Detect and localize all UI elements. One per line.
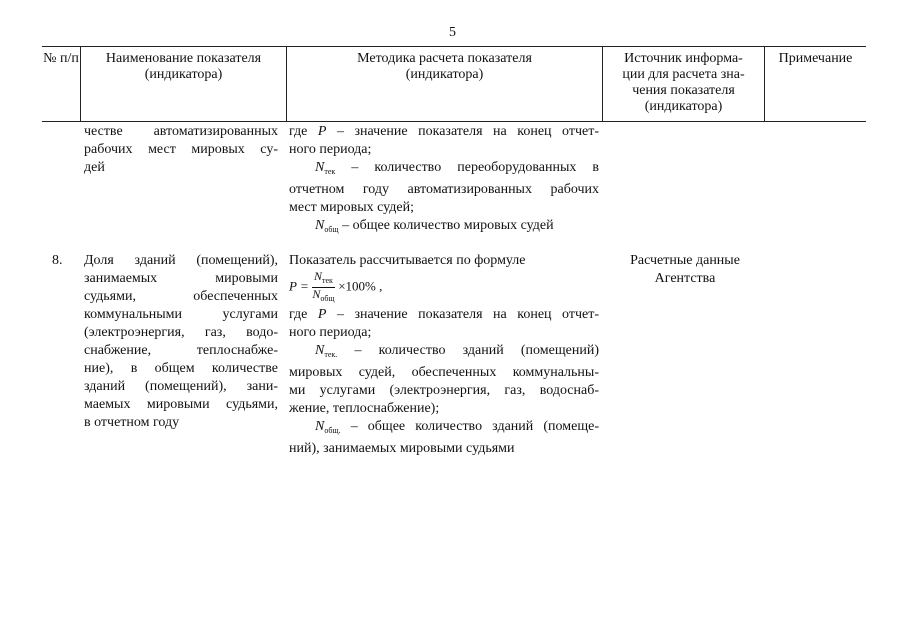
header-col-source: Источник информа-ции для расчета зна-чения показателя (индикатора) xyxy=(602,47,764,121)
cont-name-cell xyxy=(84,123,278,177)
source-line: Расчетные данные xyxy=(630,253,740,268)
row8-method-cell xyxy=(289,252,599,458)
var-p: P xyxy=(317,124,327,139)
formula-den-var: N xyxy=(312,287,321,301)
header-col-number: № п/п xyxy=(43,51,79,66)
row8-where-p xyxy=(289,306,599,324)
header-col-note: Примечание xyxy=(764,47,866,121)
row8-def-n2-line: ний), занимаемых мировыми судьями xyxy=(289,441,515,456)
where-label: где xyxy=(289,307,308,322)
row8-source-cell xyxy=(604,252,766,288)
row8-name-line: ние), в общем количестве xyxy=(84,361,278,376)
cont-def-n1 xyxy=(289,159,599,181)
header-col-name: Наименование показателя (индикатора) xyxy=(80,47,286,121)
def-n2-text: – общее количество зданий (помеще- xyxy=(350,419,599,434)
header-col-method: Методика расчета показателя (индикатора) xyxy=(286,47,602,121)
row8-name-line: (электроэнергия, газ, водо- xyxy=(84,325,278,340)
def-n1-text: – количество переоборудованных в xyxy=(351,160,600,175)
cont-def-n1-c: мест мировых судей; xyxy=(289,200,414,215)
formula-numerator xyxy=(312,270,335,288)
var-n-obsh: N xyxy=(315,419,325,434)
formula-lhs: P = xyxy=(289,278,309,294)
row8-name-line: Доля зданий (помещений), xyxy=(84,253,278,268)
row8-def-n2 xyxy=(289,418,599,440)
cont-def-n2 xyxy=(289,217,599,239)
sub-obsh: общ. xyxy=(324,426,341,435)
formula-fraction xyxy=(312,270,335,305)
def-n2-text: – общее количество мировых судей xyxy=(342,218,554,233)
sub-obsh: общ xyxy=(324,225,339,234)
row8-def-n1 xyxy=(289,342,599,364)
cont-where-p xyxy=(289,123,599,141)
cont-name-line: рабочих мест мировых су- xyxy=(84,142,278,157)
where-label: где xyxy=(289,124,308,139)
row8-name-line: в отчетном году xyxy=(84,415,180,430)
formula-denominator xyxy=(312,288,335,305)
cont-name-line: честве автоматизированных xyxy=(84,124,278,139)
row8-def-n1-line: мировых судей, обеспеченных коммунальны- xyxy=(289,365,599,380)
row8-name-line: зданий (помещений), зани- xyxy=(84,379,278,394)
row8-where-p2: ного периода; xyxy=(289,325,372,340)
def-n1-text: – количество зданий (помещений) xyxy=(354,343,599,358)
cont-method-cell xyxy=(289,123,599,239)
sub-tek: тек xyxy=(324,167,336,176)
formula-num-var: N xyxy=(313,269,322,283)
sub-tek: тек. xyxy=(324,350,338,359)
where-p-text: – значение показателя на конец отчет- xyxy=(336,124,600,139)
var-p: P xyxy=(317,307,327,322)
formula-rhs: ×100% , xyxy=(338,278,383,294)
row8-name-line: коммунальными услугами xyxy=(84,307,278,322)
cont-name-line: дей xyxy=(84,160,105,175)
row8-def-n1-line: ми услугами (электроэнергия, газ, водоснаб- xyxy=(289,383,599,398)
row8-number: 8. xyxy=(52,253,63,268)
method-intro: Показатель рассчитывается по формуле xyxy=(289,253,526,268)
cont-def-n1-b: отчетном году автоматизированных рабочих xyxy=(289,182,599,197)
var-n-tek: N xyxy=(315,160,325,175)
source-line: Агентства xyxy=(654,271,716,286)
row8-def-n1-line: жение, теплоснабжение); xyxy=(289,401,440,416)
row8-name-line: судьями, обеспеченных xyxy=(84,289,278,304)
page-number: 5 xyxy=(449,25,456,40)
row8-name-cell xyxy=(84,252,278,432)
formula-den-sub: общ xyxy=(320,294,335,303)
row8-name-line: снабжение, теплоснабже- xyxy=(84,343,278,358)
row8-name-line: занимаемых мировыми xyxy=(84,271,278,286)
cont-where-p2: ного периода; xyxy=(289,142,372,157)
var-n-tek: N xyxy=(315,343,325,358)
var-n-obsh: N xyxy=(315,218,325,233)
formula-num-sub: тек xyxy=(322,276,333,285)
where-p-text: – значение показателя на конец отчет- xyxy=(336,307,600,322)
formula xyxy=(289,270,599,306)
table-header xyxy=(42,46,866,122)
row8-name-line: маемых мировыми судьями, xyxy=(84,397,278,412)
